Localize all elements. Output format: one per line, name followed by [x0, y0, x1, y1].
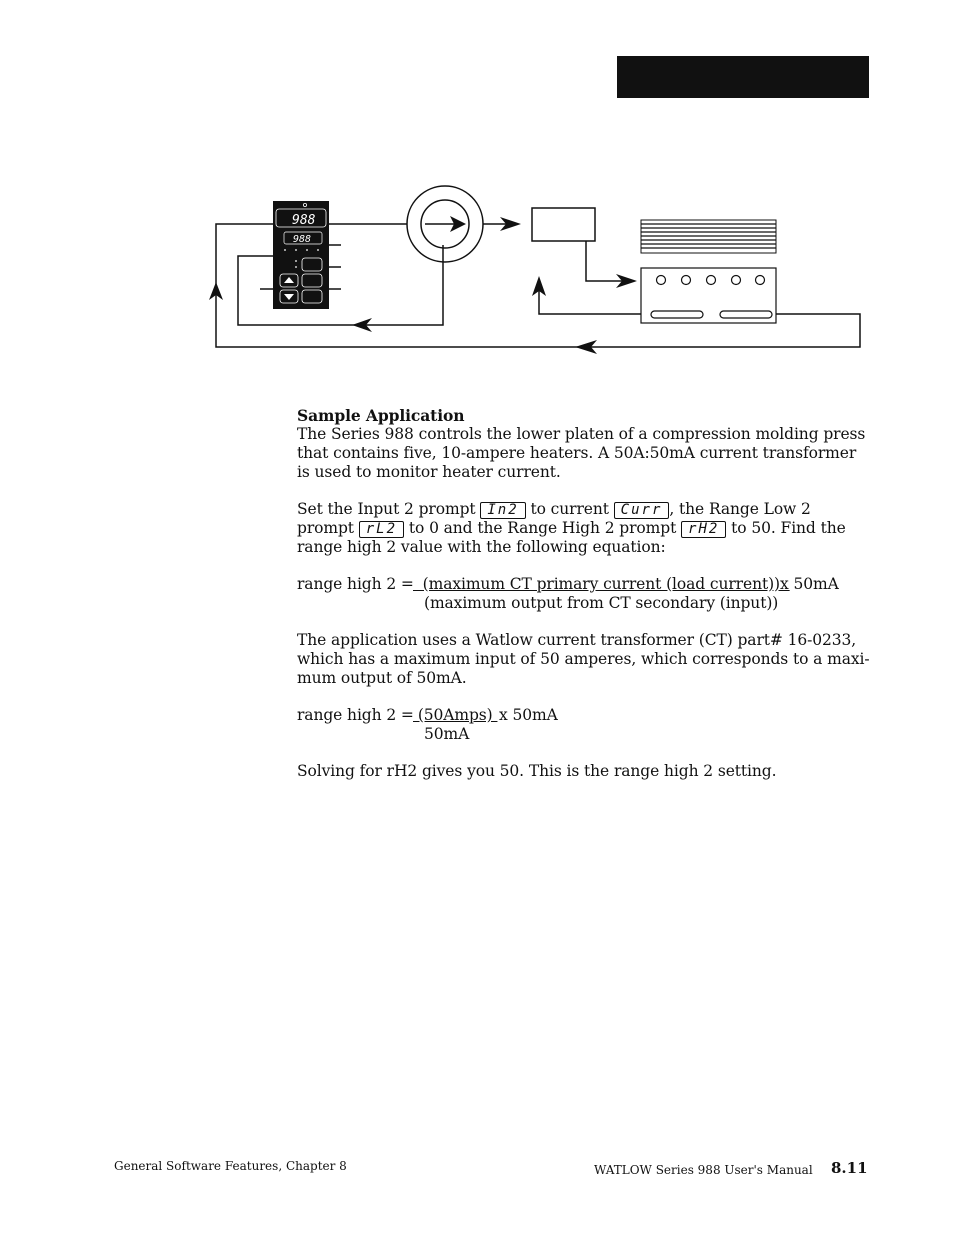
equation-1-denominator-row	[297, 594, 872, 613]
equation-1-multiplier: x 50mA	[780, 575, 839, 593]
footer-chapter: General Software Features, Chapter 8	[114, 1159, 347, 1173]
prompt-text-5: to 50. Find the range high 2 value with the following equation:	[297, 519, 846, 556]
equation-2-numerator: (50Amps)	[413, 706, 498, 724]
equation-2-multiplier: x 50mA	[499, 706, 558, 724]
current-transformer	[407, 186, 483, 262]
equation-2-numerator-row	[297, 706, 872, 725]
equation-2-denominator: 50mA	[424, 725, 470, 743]
rl2-prompt-display: rL2	[359, 521, 404, 538]
equation-1-lhs: range high 2 =	[297, 575, 414, 593]
prompt-text-2: to current	[530, 500, 609, 518]
prompt-text-3: , the Range Low 2 prompt	[297, 500, 811, 537]
prompt-instructions	[297, 500, 872, 557]
equation-1-numerator: (maximum CT primary current (load current))	[413, 575, 790, 593]
rh2-prompt-display: rH2	[681, 521, 726, 538]
prompt-text-4: to 0 and the Range High 2 prompt	[408, 519, 677, 537]
in2-prompt-display: In2	[480, 502, 525, 519]
equation-2-lhs: range high 2 =	[297, 706, 414, 724]
page-number: 8.11	[831, 1159, 868, 1177]
curr-prompt-display: Curr	[614, 502, 670, 519]
conclusion-paragraph: Solving for rH2 gives you 50. This is the range high 2 setting.	[297, 762, 777, 780]
ct-paragraph: The application uses a Watlow current transformer (CT) part# 16-0233, which has a maximum input of 50 amperes, which corresponds to a maxi-mum output of 50mA.	[297, 631, 870, 687]
sample-application-section	[297, 406, 872, 781]
prompt-text-1: Set the Input 2 prompt	[297, 500, 476, 518]
equation-1-denominator: (maximum output from CT secondary (input))	[424, 594, 779, 612]
controller-display-upper: 988	[292, 213, 316, 228]
footer-manual-title: WATLOW Series 988 User's Manual	[594, 1163, 813, 1177]
heater-terminal-block	[641, 268, 776, 323]
platen-heater-fins	[641, 220, 776, 253]
section-heading: Sample Application	[297, 406, 465, 425]
equation-1-numerator-row	[297, 575, 872, 594]
solid-state-relay	[532, 208, 595, 241]
equation-2-denominator-row	[297, 725, 872, 744]
controller-988	[273, 201, 329, 309]
controller-display-lower: 988	[293, 234, 312, 245]
intro-paragraph: The Series 988 controls the lower platen of a compression molding press that contains five, 10-ampere heaters. A 50A:50mA current transformer is used to monitor heater current.	[297, 425, 866, 481]
ct-return-wire	[238, 245, 443, 325]
wiring-diagram	[0, 0, 954, 400]
